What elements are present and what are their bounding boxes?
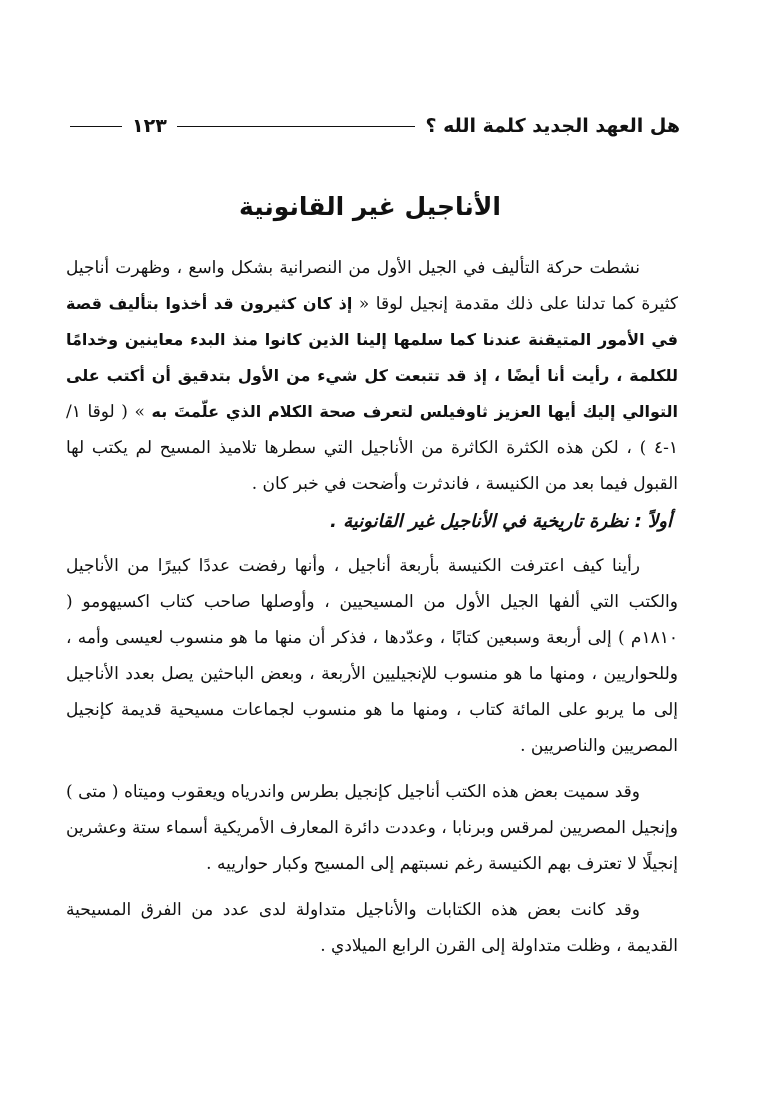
luke-quote: إذ كان كثيرون قد أخذوا بتأليف قصة في الأمور المتيقنة عندنا كما سلمها إلينا الذين كانوا منذ البدء معاينين وخدامًا للكلمة ، رأيت أنا أيضًا ، إذ قد تتبعت كل شيء من الأول بتدقيق أن أكتب على التوالي إليك أيها العزيز ثاوفيلس لتعرف صحة الكلام الذي علّمتَ به [66, 294, 678, 421]
paragraph-circulation: وقد كانت بعض هذه الكتابات والأناجيل متداولة لدى عدد من الفرق المسيحية القديمة ، وظلت متداولة إلى القرن الرابع الميلادي . [66, 900, 678, 956]
page-number: ١٢٣ [132, 115, 167, 137]
section-title: الأناجيل غير القانونية [239, 192, 501, 221]
paragraph-history: رأينا كيف اعترفت الكنيسة بأربعة أناجيل ، وأنها رفضت عددًا كبيرًا من الأناجيل والكتب التي ألفها الجيل الأول من المسيحيين ، وأوصلها صاحب كتاب اكسيهومو ( ١٨١٠م ) إلى أربعة وسبعين كتابًا ، وعدّدها ، فذكر أن منها ما هو منسوب لعيسى وأمه ، وللحواريين ، ومنها ما هو منسوب للإنجيليين الأربعة ، وبعض الباحثين يصل بعدد الأناجيل إلى ما يربو على المائة كتاب ، ومنها ما هو منسوب لجماعات مسيحية قديمة كإنجيل المصريين والناصريين . [66, 556, 678, 756]
intro-text: نشطت حركة التأليف في الجيل الأول من النصرانية بشكل واسع ، وظهرت أناجيل كثيرة كما تدلنا على ذلك مقدمة إنجيل لوقا « [66, 258, 679, 314]
running-header [60, 108, 680, 144]
intro-text-end: » ( لوقا ١/ ١-٤ ) ، لكن هذه الكثرة الكاثرة من الأناجيل التي سطرها تلاميذ المسيح لم يكتب لها القبول فيما بعد من الكنيسة ، فاندثرت وأضحت في خبر كان . [66, 402, 678, 494]
paragraph-intro [66, 250, 678, 502]
header-rule-end [70, 126, 122, 127]
body-text [66, 250, 678, 964]
subheading-historical-view: أولاً : نظرة تاريخية في الأناجيل غير القانونية . [330, 511, 672, 532]
book-title: هل العهد الجديد كلمة الله ؟ [425, 115, 680, 137]
header-rule [177, 126, 416, 127]
paragraph-named-gospels: وقد سميت بعض هذه الكتب أناجيل كإنجيل بطرس واندرياه ويعقوب وميتاه ( متى ) وإنجيل المصريين لمرقس وبرنابا ، وعددت دائرة المعارف الأمريكية أسماء ستة وعشرين إنجيلًا لا تعترف بهم الكنيسة رغم نسبتهم إلى المسيح وكبار حوارييه . [66, 782, 678, 874]
